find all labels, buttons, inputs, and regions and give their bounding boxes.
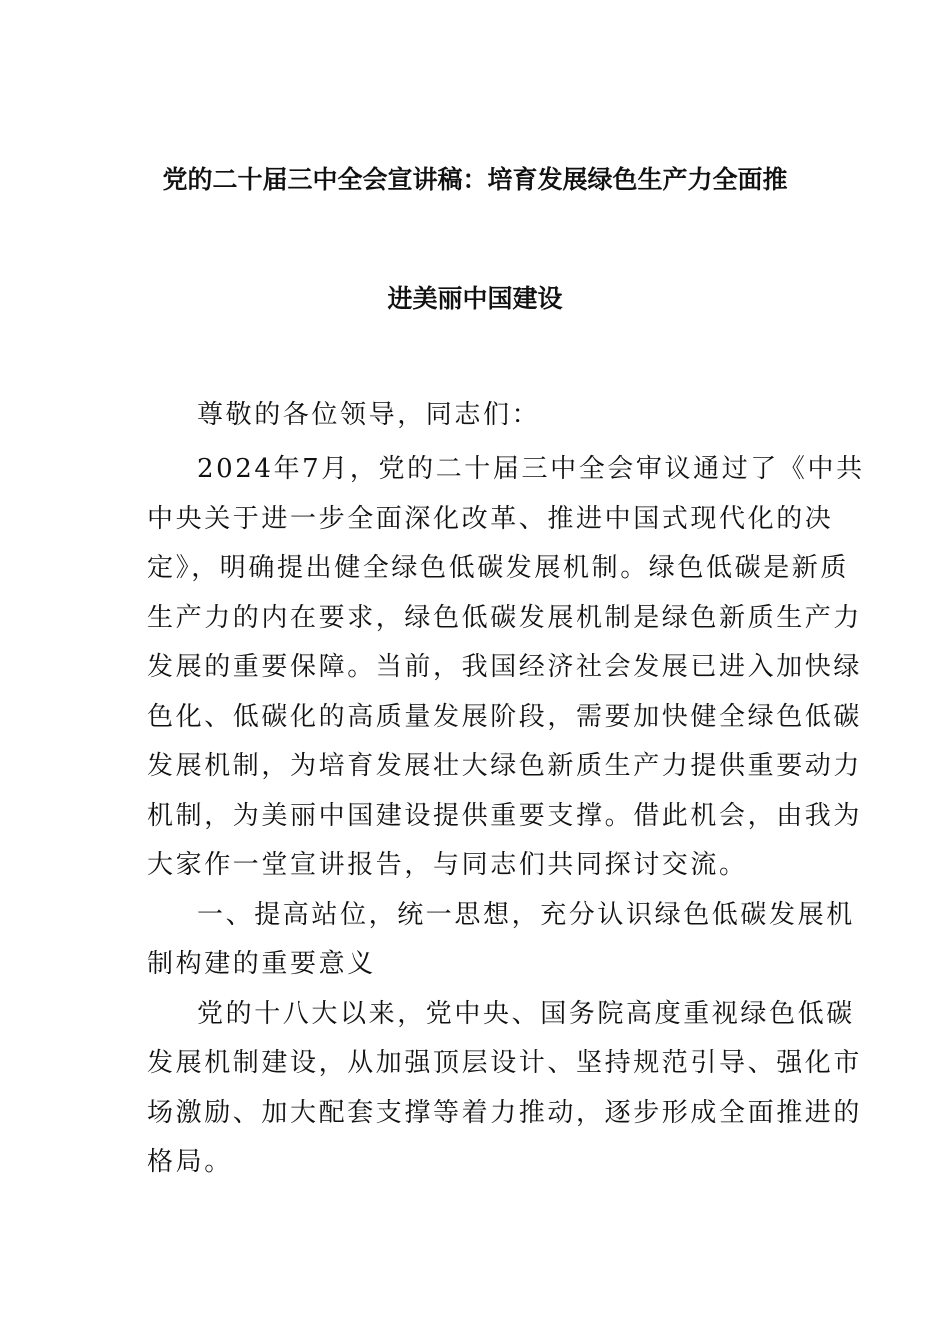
paragraph-2-line: 场激励、加大配套支撑等着力推动，逐步形成全面推进的 — [147, 1098, 863, 1128]
paragraph-1-line: 中央关于进一步全面深化改革、推进中国式现代化的决 — [147, 504, 834, 534]
section-heading-1-line: 一、提高站位，统一思想，充分认识绿色低碳发展机 — [197, 900, 855, 930]
document-title-line-2: 进美丽中国建设 — [387, 284, 563, 313]
paragraph-1-line: 发展机制，为培育发展壮大绿色新质生产力提供重要动力 — [147, 751, 863, 781]
paragraph-1-line: 定》，明确提出健全绿色低碳发展机制。绿色低碳是新质 — [147, 553, 850, 583]
paragraph-2-line: 党的十八大以来，党中央、国务院高度重视绿色低碳 — [197, 999, 855, 1029]
paragraph-1-line: 机制，为美丽中国建设提供重要支撑。借此机会，由我为 — [147, 801, 863, 831]
paragraph-1-line: 生产力的内在要求，绿色低碳发展机制是绿色新质生产力 — [147, 603, 863, 633]
paragraph-2-line: 发展机制建设，从加强顶层设计、坚持规范引导、强化市 — [147, 1048, 863, 1078]
paragraph-1-line: 大家作一堂宣讲报告，与同志们共同探讨交流。 — [147, 850, 748, 880]
paragraph-1-line: 发展的重要保障。当前，我国经济社会发展已进入加快绿 — [147, 652, 863, 682]
greeting-line: 尊敬的各位领导，同志们： — [197, 400, 541, 430]
section-heading-1-line: 制构建的重要意义 — [147, 949, 376, 979]
paragraph-1-line: 2024年7月，党的二十届三中全会审议通过了《中共 — [197, 454, 865, 484]
paragraph-2-line: 格局。 — [147, 1147, 233, 1177]
paragraph-1-line: 色化、低碳化的高质量发展阶段，需要加快健全绿色低碳 — [147, 702, 863, 732]
document-title-line-1: 党的二十届三中全会宣讲稿：培育发展绿色生产力全面推 — [162, 165, 788, 194]
